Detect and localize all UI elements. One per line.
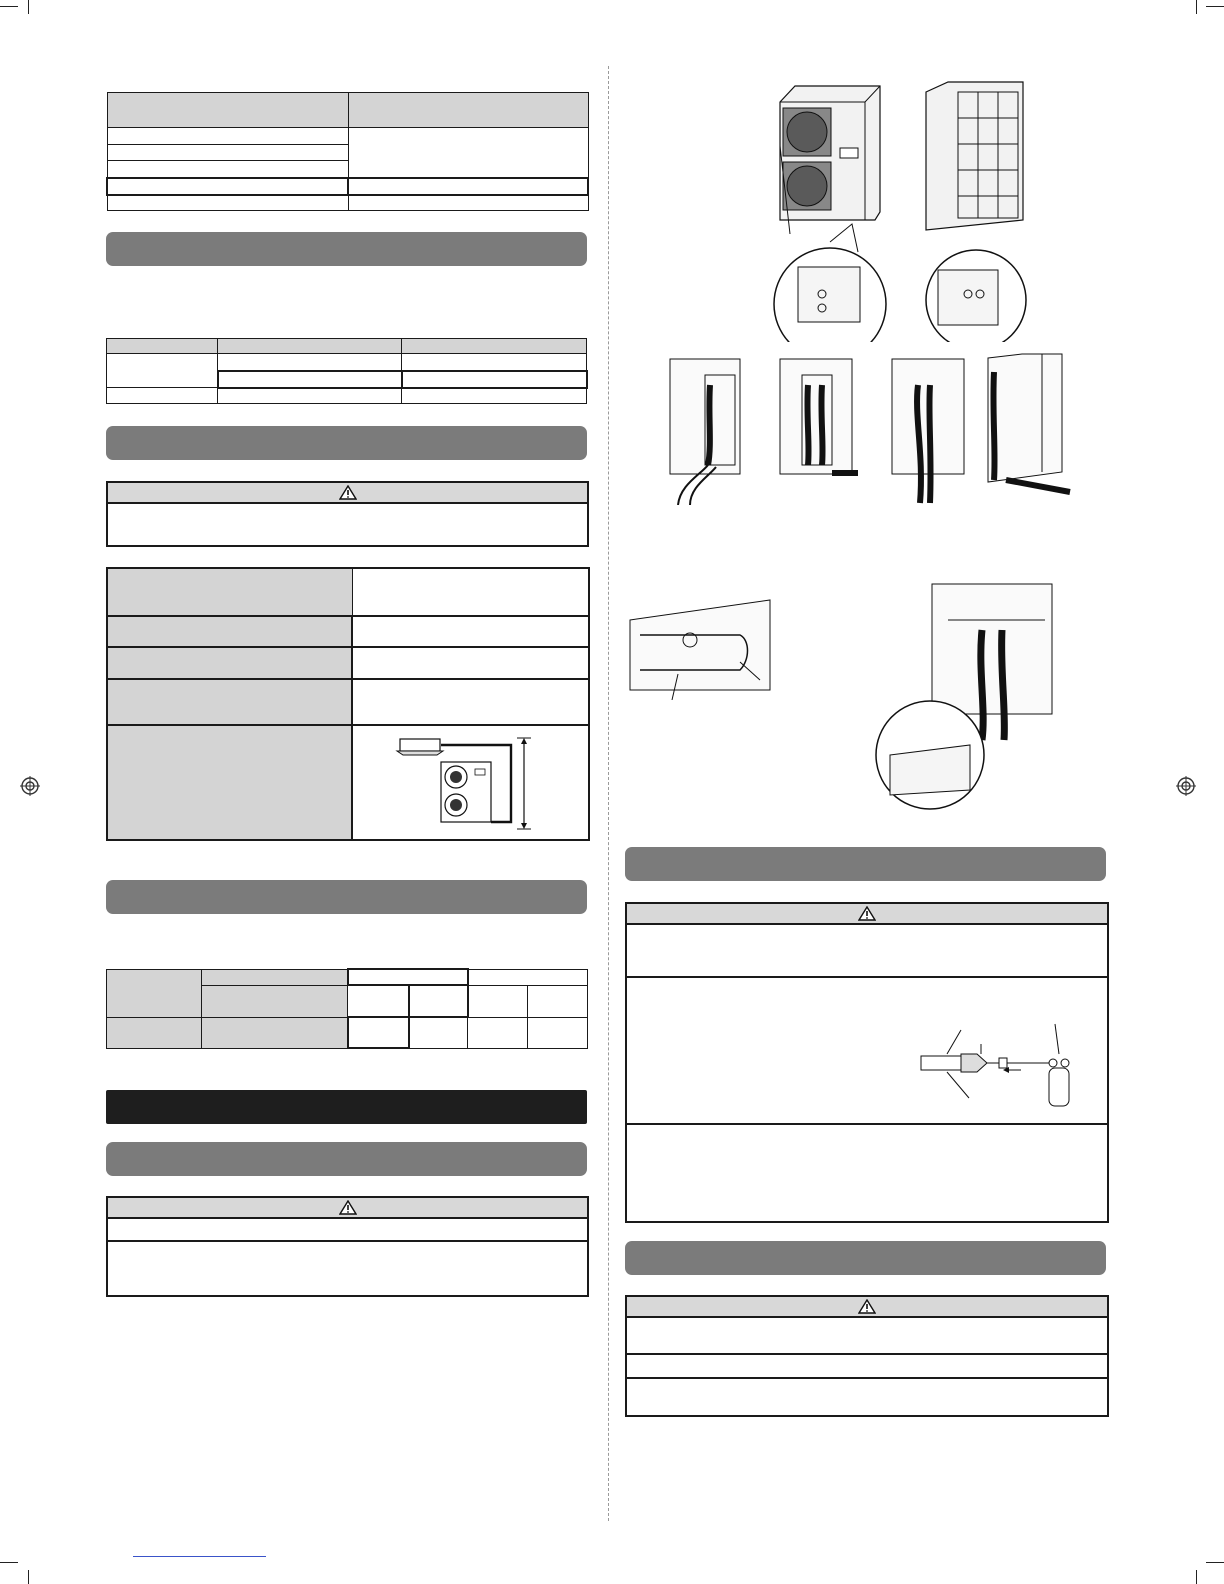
outdoor-unit-icon xyxy=(441,762,491,822)
outdoor-unit-rear-view xyxy=(918,80,1040,342)
table-cell xyxy=(218,354,402,371)
table-header-cell xyxy=(107,1017,202,1048)
table-header-cell xyxy=(107,647,352,679)
table-cell xyxy=(352,647,589,679)
outdoor-unit-front-view xyxy=(770,82,900,342)
table-cell xyxy=(218,388,402,404)
warning-box xyxy=(106,1196,589,1297)
crop-mark-tr-h xyxy=(1206,6,1224,7)
warning-box xyxy=(625,902,1109,1223)
condition-table xyxy=(106,567,590,841)
pipe-route-side xyxy=(772,355,862,505)
table-header-cell xyxy=(107,679,352,725)
warning-row xyxy=(108,1219,587,1242)
warning-row xyxy=(627,925,1107,978)
footer-link[interactable] xyxy=(133,1556,266,1557)
table-header-cell xyxy=(107,969,202,1017)
table-cell xyxy=(352,725,589,840)
section-heading-bar xyxy=(106,880,587,914)
table-header-cell xyxy=(107,725,352,840)
height-difference-diagram xyxy=(353,726,588,839)
table-cell xyxy=(348,985,409,1017)
table-cell xyxy=(409,985,468,1017)
warning-box xyxy=(106,481,589,547)
nitrogen-brazing-diagram xyxy=(917,1018,1097,1108)
table-cell xyxy=(107,128,348,145)
warning-triangle-icon xyxy=(858,1299,876,1314)
table-cell xyxy=(107,354,218,388)
table-cell xyxy=(218,371,402,388)
warning-row xyxy=(627,1318,1107,1355)
table-cell xyxy=(468,1017,528,1048)
table-header-cell xyxy=(107,568,352,616)
registration-mark-icon xyxy=(1176,776,1196,796)
column-divider xyxy=(608,66,609,1521)
crop-mark-tl-h xyxy=(0,6,18,7)
warning-header xyxy=(108,483,587,504)
warning-triangle-icon xyxy=(339,1200,357,1215)
warning-header xyxy=(108,1198,587,1219)
indoor-unit-icon xyxy=(397,739,443,755)
warning-triangle-icon xyxy=(339,485,357,500)
table-cell xyxy=(528,1017,588,1048)
section-heading-bar xyxy=(625,847,1106,881)
table-cell xyxy=(402,354,587,371)
spec-table-3 xyxy=(106,968,588,1049)
table-cell xyxy=(348,969,468,985)
warning-triangle-icon xyxy=(858,906,876,921)
section-heading-bar xyxy=(106,232,587,266)
table-header-cell xyxy=(107,339,218,354)
section-heading-bar xyxy=(106,1142,587,1176)
table-header-cell xyxy=(202,985,348,1017)
warning-header xyxy=(627,1297,1107,1318)
chapter-heading-bar xyxy=(106,1090,587,1124)
table-cell xyxy=(528,985,588,1017)
pipe-route-front xyxy=(660,355,750,505)
warning-row xyxy=(108,1242,587,1295)
warning-header xyxy=(627,904,1107,925)
table-cell xyxy=(348,178,588,195)
warning-row xyxy=(627,1125,1107,1221)
pipe-routing-with-callout xyxy=(870,580,1070,810)
warning-row xyxy=(627,1355,1107,1379)
knockout-hole-detail xyxy=(620,580,780,700)
warning-row xyxy=(627,978,1107,1125)
table-cell xyxy=(352,679,589,725)
warning-row xyxy=(108,504,587,544)
height-arrow-icon xyxy=(517,738,531,829)
table-header-cell xyxy=(202,969,348,985)
registration-mark-icon xyxy=(20,776,40,796)
table-cell xyxy=(352,616,589,647)
spec-table-2 xyxy=(106,338,588,404)
table-cell xyxy=(402,371,587,388)
crop-mark-bl-v xyxy=(28,1570,29,1584)
crop-mark-br-v xyxy=(1196,1570,1197,1584)
warning-box xyxy=(625,1295,1109,1417)
table-header-cell xyxy=(218,339,402,354)
table-cell xyxy=(468,985,528,1017)
crop-mark-tr-v xyxy=(1196,0,1197,14)
table-cell xyxy=(107,388,218,404)
table-header-cell xyxy=(348,93,588,128)
table-cell xyxy=(107,161,348,178)
table-header-cell xyxy=(107,93,348,128)
table-cell xyxy=(348,195,588,211)
warning-row xyxy=(627,1379,1107,1414)
crop-mark-tl-v xyxy=(28,0,29,14)
section-heading-bar xyxy=(625,1241,1106,1275)
table-header-cell xyxy=(402,339,587,354)
table-cell xyxy=(352,568,589,616)
table-header-cell xyxy=(202,1017,348,1048)
table-cell xyxy=(348,1017,409,1048)
table-cell xyxy=(348,128,588,178)
pipe-route-bottom xyxy=(884,355,974,505)
spec-table-1 xyxy=(106,92,589,211)
table-cell xyxy=(468,969,588,985)
table-cell xyxy=(107,145,348,161)
table-cell xyxy=(409,1017,468,1048)
table-cell xyxy=(107,178,348,195)
table-cell xyxy=(107,195,348,211)
section-heading-bar xyxy=(106,426,587,460)
table-cell xyxy=(402,388,587,404)
pipe-route-rear xyxy=(982,352,1072,507)
table-header-cell xyxy=(107,616,352,647)
crop-mark-br-h xyxy=(1206,1562,1224,1563)
crop-mark-bl-h xyxy=(0,1562,18,1563)
